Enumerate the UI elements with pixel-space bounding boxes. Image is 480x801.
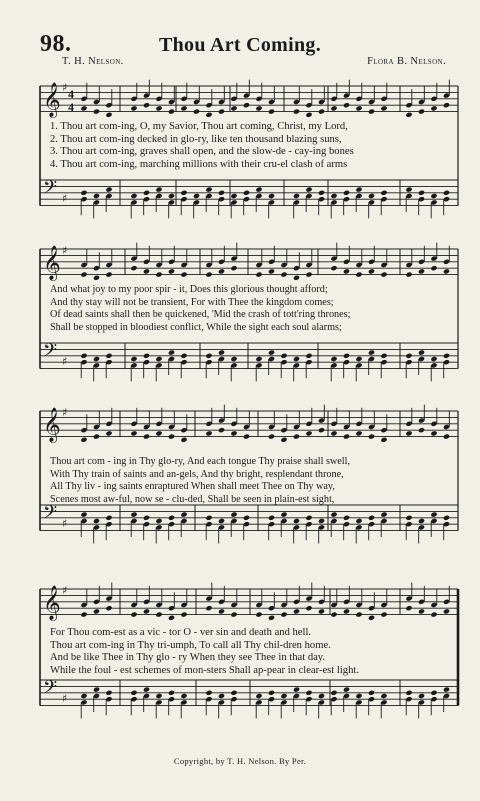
note-head [230, 690, 237, 696]
note-head [368, 109, 375, 115]
note-head [430, 512, 437, 518]
lyric-line: 2. Thou art com-ing decked in glo-ry, like ten thousand blazing suns, [50, 133, 342, 145]
note-head [268, 350, 275, 356]
note-head [368, 690, 375, 696]
note-head [443, 608, 450, 614]
note-head [430, 612, 437, 618]
note-head [330, 193, 337, 199]
note-head [230, 430, 237, 436]
note-head [305, 430, 312, 436]
note-head [218, 518, 225, 524]
note-head [168, 350, 175, 356]
note-head [143, 608, 150, 614]
note-head [368, 615, 375, 621]
note-head [268, 690, 275, 696]
time-signature: 4 [68, 99, 74, 114]
note-head [330, 105, 337, 111]
note-head [430, 193, 437, 199]
note-head [405, 515, 412, 521]
note-head [343, 608, 350, 614]
note-head [218, 190, 225, 196]
note-head [430, 356, 437, 362]
lyric-line: 4. Thou art com-ing, marching millions with their cru-el clash of arms [50, 158, 348, 170]
note-head [105, 112, 112, 118]
note-head [268, 434, 275, 440]
sharp-icon: ♯ [62, 692, 68, 706]
note-head [293, 518, 300, 524]
note-head [443, 102, 450, 108]
note-head [293, 608, 300, 614]
note-head [180, 693, 187, 699]
note-head [143, 687, 150, 693]
note-head [355, 356, 362, 362]
note-head [105, 515, 112, 521]
note-head [268, 109, 275, 115]
note-head [330, 265, 337, 271]
note-head [105, 605, 112, 611]
note-head [418, 268, 425, 274]
note-head [180, 353, 187, 359]
note-head [268, 268, 275, 274]
note-head [155, 272, 162, 278]
note-head [380, 272, 387, 278]
note-head [243, 434, 250, 440]
note-head [430, 105, 437, 111]
note-head [280, 512, 287, 518]
note-head [405, 430, 412, 436]
note-head [330, 690, 337, 696]
note-head [168, 615, 175, 621]
note-head [343, 687, 350, 693]
note-head [368, 350, 375, 356]
note-head [418, 608, 425, 614]
note-head [318, 608, 325, 614]
lyric-line: And thy stay will not be transient, For with Thee the kingdom comes; [50, 296, 334, 308]
note-head [405, 605, 412, 611]
note-head [180, 612, 187, 618]
note-head [80, 512, 87, 518]
note-head [255, 693, 262, 699]
note-head [343, 190, 350, 196]
note-head [180, 105, 187, 111]
note-head [205, 605, 212, 611]
note-head [205, 272, 212, 278]
note-head [430, 430, 437, 436]
note-head [143, 190, 150, 196]
note-head [330, 612, 337, 618]
bass-clef-icon: 𝄢 [43, 677, 58, 703]
note-head [355, 518, 362, 524]
sharp-icon: ♯ [62, 355, 68, 369]
note-head [180, 512, 187, 518]
note-head [443, 434, 450, 440]
note-head [343, 515, 350, 521]
note-head [105, 430, 112, 436]
note-head [280, 272, 287, 278]
note-head [380, 693, 387, 699]
note-head [230, 612, 237, 618]
note-head [230, 512, 237, 518]
note-head [93, 193, 100, 199]
note-head [155, 693, 162, 699]
sharp-icon: ♯ [62, 584, 68, 597]
note-head [305, 605, 312, 611]
note-head [143, 434, 150, 440]
note-head [418, 350, 425, 356]
note-head [355, 612, 362, 618]
sharp-icon: ♯ [62, 406, 68, 419]
note-head [430, 690, 437, 696]
note-head [305, 187, 312, 193]
note-head [318, 518, 325, 524]
note-head [105, 690, 112, 696]
treble-clef-icon: 𝄞 [43, 407, 61, 443]
note-head [305, 515, 312, 521]
note-head [130, 265, 137, 271]
note-head [293, 193, 300, 199]
note-head [330, 356, 337, 362]
note-head [380, 612, 387, 618]
note-head [355, 693, 362, 699]
note-head [380, 512, 387, 518]
lyric-line: Thou art com - ing in Thy glo-ry, And each tongue Thy praise shall swell, [50, 456, 350, 467]
time-signature: 4 [68, 87, 74, 102]
note-head [405, 187, 412, 193]
lyric-line: Thou art com-ing in Thy tri-umph, To call all Thy chil-dren home. [50, 639, 331, 651]
note-head [405, 690, 412, 696]
note-head [80, 612, 87, 618]
hymn-title: Thou Art Coming. [158, 34, 322, 56]
note-head [93, 687, 100, 693]
note-head [205, 112, 212, 118]
note-head [155, 518, 162, 524]
note-head [343, 434, 350, 440]
note-head [305, 112, 312, 118]
treble-clef-icon: 𝄞 [43, 245, 61, 281]
note-head [168, 109, 175, 115]
note-head [93, 109, 100, 115]
sharp-icon: ♯ [62, 81, 68, 94]
note-head [93, 608, 100, 614]
note-head [218, 427, 225, 433]
note-head [255, 612, 262, 618]
note-head [205, 353, 212, 359]
note-head [443, 687, 450, 693]
note-head [218, 268, 225, 274]
note-head [443, 268, 450, 274]
note-head [405, 272, 412, 278]
lyric-line: While the foul - est schemes of mon-sters Shall ap-pear in clear-est light. [50, 664, 359, 676]
note-head [205, 430, 212, 436]
note-head [130, 193, 137, 199]
note-head [80, 693, 87, 699]
note-head [155, 105, 162, 111]
note-head [155, 612, 162, 618]
note-head [293, 356, 300, 362]
note-head [418, 427, 425, 433]
note-head [205, 690, 212, 696]
note-head [305, 690, 312, 696]
note-head [243, 515, 250, 521]
note-head [255, 272, 262, 278]
note-head [430, 265, 437, 271]
note-head [355, 105, 362, 111]
note-head [143, 102, 150, 108]
note-head [218, 608, 225, 614]
sharp-icon: ♯ [62, 192, 68, 206]
note-head [380, 190, 387, 196]
note-head [330, 430, 337, 436]
note-head [380, 437, 387, 443]
note-head [368, 268, 375, 274]
note-head [130, 430, 137, 436]
note-head [280, 612, 287, 618]
note-head [268, 193, 275, 199]
note-head [255, 187, 262, 193]
note-head [80, 190, 87, 196]
lyric-line: All Thy liv - ing saints enraptured When shall meet Thee on Thy way, [50, 481, 335, 492]
note-head [343, 268, 350, 274]
note-head [243, 102, 250, 108]
note-head [418, 190, 425, 196]
note-head [368, 515, 375, 521]
note-head [405, 112, 412, 118]
note-head [180, 190, 187, 196]
lyric-line: Shall be stopped in bloodiest conflict, While the sight each soul alarms; [50, 321, 342, 333]
note-head [93, 275, 100, 281]
note-head [368, 193, 375, 199]
note-head [318, 190, 325, 196]
note-head [93, 356, 100, 362]
sharp-icon: ♯ [62, 517, 68, 531]
note-head [193, 193, 200, 199]
note-head [293, 434, 300, 440]
note-head [230, 356, 237, 362]
note-head [143, 515, 150, 521]
author-credit: Flora B. Nelson. [367, 56, 446, 67]
note-head [218, 109, 225, 115]
note-head [105, 272, 112, 278]
lyric-line: For Thou com-est as a vic - tor O - ver sin and death and hell. [50, 627, 312, 638]
bass-clef-icon: 𝄢 [43, 340, 58, 366]
note-head [293, 109, 300, 115]
lyric-line: 3. Thou art com-ing, graves shall open, and the slow-de - cay-ing bones [50, 146, 354, 157]
note-head [80, 105, 87, 111]
note-head [355, 187, 362, 193]
note-head [280, 437, 287, 443]
note-head [318, 109, 325, 115]
note-head [355, 430, 362, 436]
note-head [168, 268, 175, 274]
note-head [380, 105, 387, 111]
lyric-line: And be like Thee in Thy glo - ry When they see Thee in that day. [50, 652, 326, 663]
note-head [293, 687, 300, 693]
note-head [218, 693, 225, 699]
lyric-line: And what joy to my poor spir - it, Does this glorious thought afford; [50, 284, 328, 295]
note-head [180, 272, 187, 278]
note-head [230, 193, 237, 199]
note-head [268, 515, 275, 521]
note-head [305, 353, 312, 359]
note-head [168, 434, 175, 440]
note-head [155, 187, 162, 193]
note-head [418, 109, 425, 115]
sharp-icon: ♯ [62, 244, 68, 257]
copyright-notice: Copyright, by T. H. Nelson. By Per. [173, 756, 307, 766]
note-head [280, 353, 287, 359]
note-head [143, 353, 150, 359]
bass-clef-icon: 𝄢 [43, 502, 58, 528]
note-head [130, 690, 137, 696]
note-head [230, 105, 237, 111]
note-head [105, 187, 112, 193]
note-head [355, 272, 362, 278]
note-head [168, 690, 175, 696]
treble-clef-icon: 𝄞 [43, 585, 61, 621]
bass-clef-icon: 𝄢 [43, 177, 58, 203]
lyric-line: 1. Thou art com-ing, O, my Savior, Thou art coming, Christ, my Lord, [50, 121, 348, 132]
note-head [93, 518, 100, 524]
note-head [280, 693, 287, 699]
hymn-number: 98. [40, 31, 72, 57]
note-head [255, 105, 262, 111]
lyric-line: Of dead saints shall then be quickened, 'Mid the crash of tott'ring thrones; [50, 309, 351, 320]
note-head [205, 187, 212, 193]
note-head [155, 356, 162, 362]
treble-clef-icon: 𝄞 [43, 82, 61, 118]
note-head [80, 272, 87, 278]
note-head [318, 693, 325, 699]
note-head [218, 350, 225, 356]
note-head [443, 353, 450, 359]
note-head [443, 190, 450, 196]
note-head [343, 102, 350, 108]
note-head [130, 512, 137, 518]
note-head [130, 356, 137, 362]
note-head [168, 193, 175, 199]
note-head [130, 105, 137, 111]
note-head [155, 430, 162, 436]
lyric-line: Scenes most aw-ful, now se - clu-ded, Shall be seen in plain-est sight, [50, 493, 335, 505]
note-head [80, 353, 87, 359]
note-head [255, 356, 262, 362]
composer-credit: T. H. Nelson. [62, 56, 124, 67]
note-head [418, 518, 425, 524]
note-head [180, 437, 187, 443]
note-head [93, 434, 100, 440]
note-head [318, 427, 325, 433]
note-head [330, 512, 337, 518]
note-head [443, 515, 450, 521]
note-head [268, 615, 275, 621]
note-head [143, 268, 150, 274]
note-head [405, 353, 412, 359]
note-head [368, 434, 375, 440]
lyric-line: With Thy train of saints and an-gels, And thy bright, resplendant throne, [50, 468, 344, 480]
note-head [305, 272, 312, 278]
note-head [243, 190, 250, 196]
note-head [230, 265, 237, 271]
note-head [205, 515, 212, 521]
note-head [193, 109, 200, 115]
note-head [130, 612, 137, 618]
note-head [80, 437, 87, 443]
note-head [343, 353, 350, 359]
note-head [380, 353, 387, 359]
note-head [293, 275, 300, 281]
note-head [418, 693, 425, 699]
note-head [168, 515, 175, 521]
note-head [105, 353, 112, 359]
